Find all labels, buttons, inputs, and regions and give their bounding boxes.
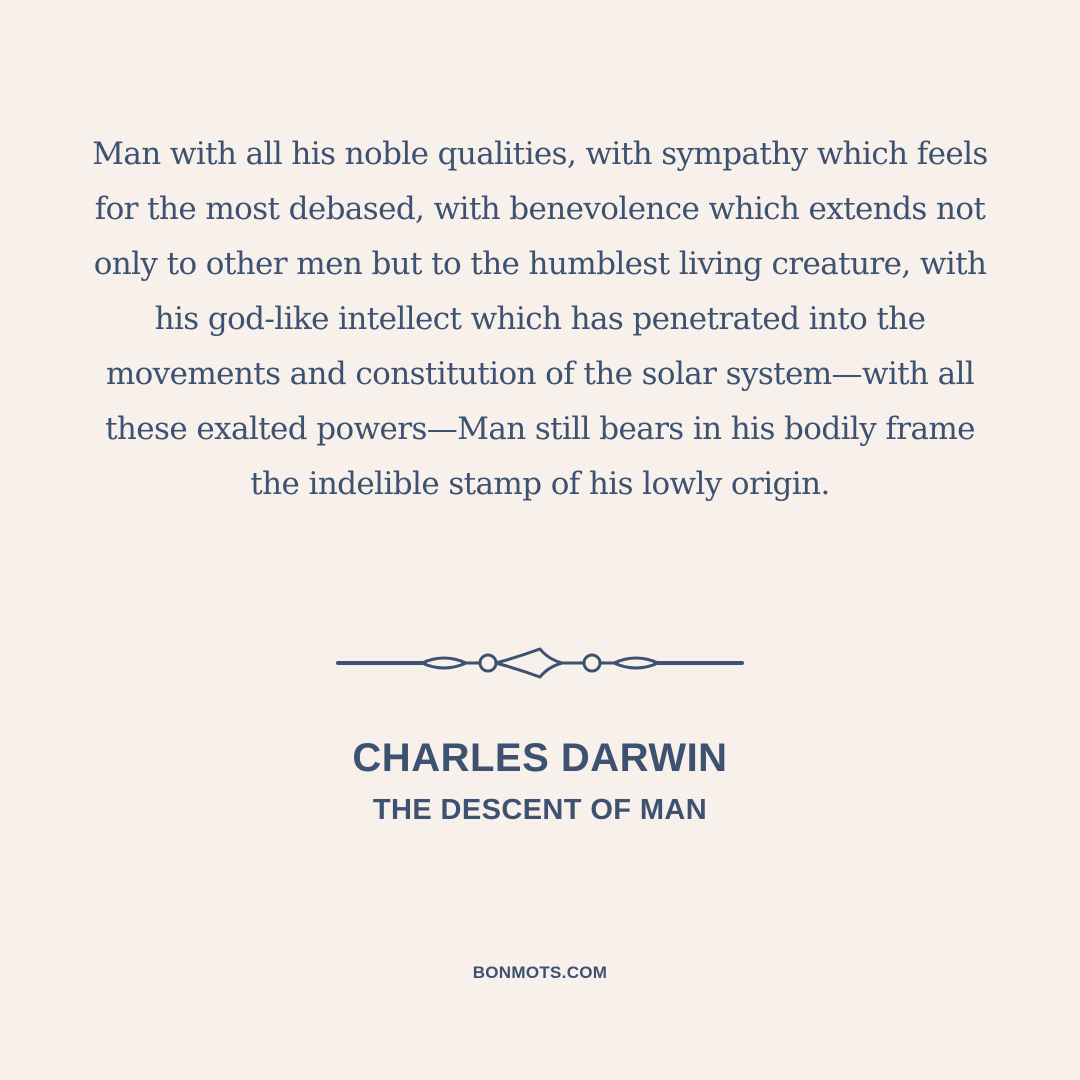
site-credit: BONMOTS.COM	[472, 963, 608, 982]
source-title: THE DESCENT OF MAN	[372, 794, 708, 826]
author-name: CHARLES DARWIN	[352, 736, 728, 780]
ornamental-divider-icon	[336, 645, 744, 681]
quote-text: Man with all his noble qualities, with sympathy which feels for the most debased, with benevolence which extends not only to other men but to the humblest living creature, with his god-like intellect which has penetrated into the movements and constitution of the solar system—with all these exalted powers—Man still bears in his bodily frame the indelible stamp of his lowly origin.	[92, 136, 988, 502]
